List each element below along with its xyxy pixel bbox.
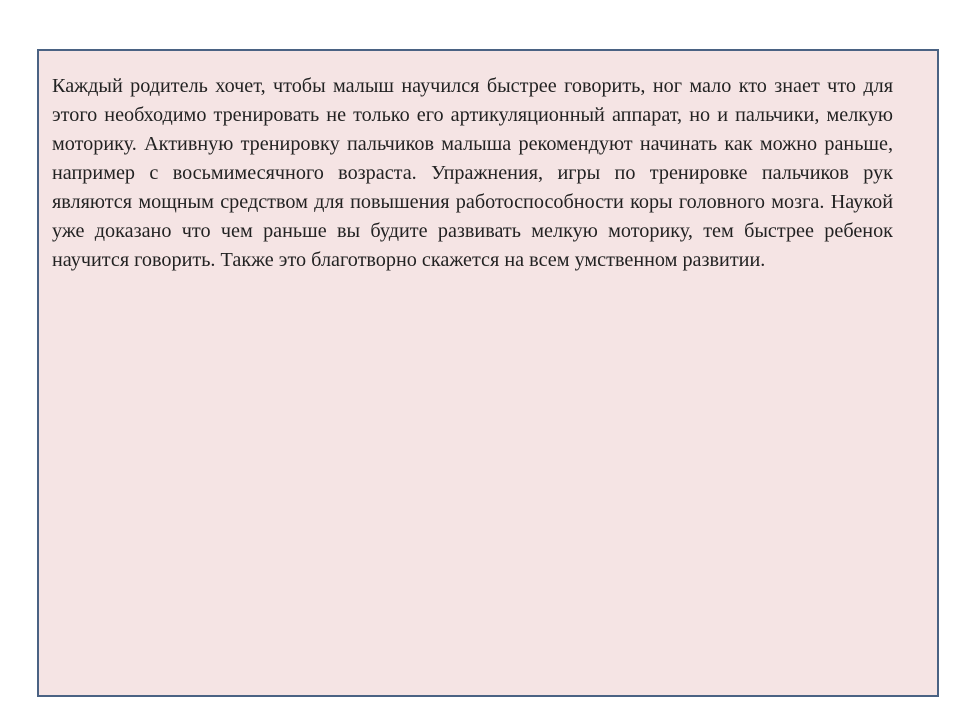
text-box (37, 49, 939, 697)
body-paragraph: Каждый родитель хочет, чтобы малыш научился быстрее говорить, ног мало кто знает что для этого необходимо тренировать не только его артикуляционный аппарат, но и пальчики, мелкую моторику. Активную тренировку пальчиков малыша рекомендуют начинать как можно раньше, например с восьмимесячного возраста. Упражнения, игры по тренировке пальчиков рук являются мощным средством для повышения работоспособности коры головного мозга. Наукой уже доказано что чем раньше вы будите развивать мелкую моторику, тем быстрее ребенок научится говорить. Также это благотворно скажется на всем умственном развитии. (52, 75, 893, 271)
